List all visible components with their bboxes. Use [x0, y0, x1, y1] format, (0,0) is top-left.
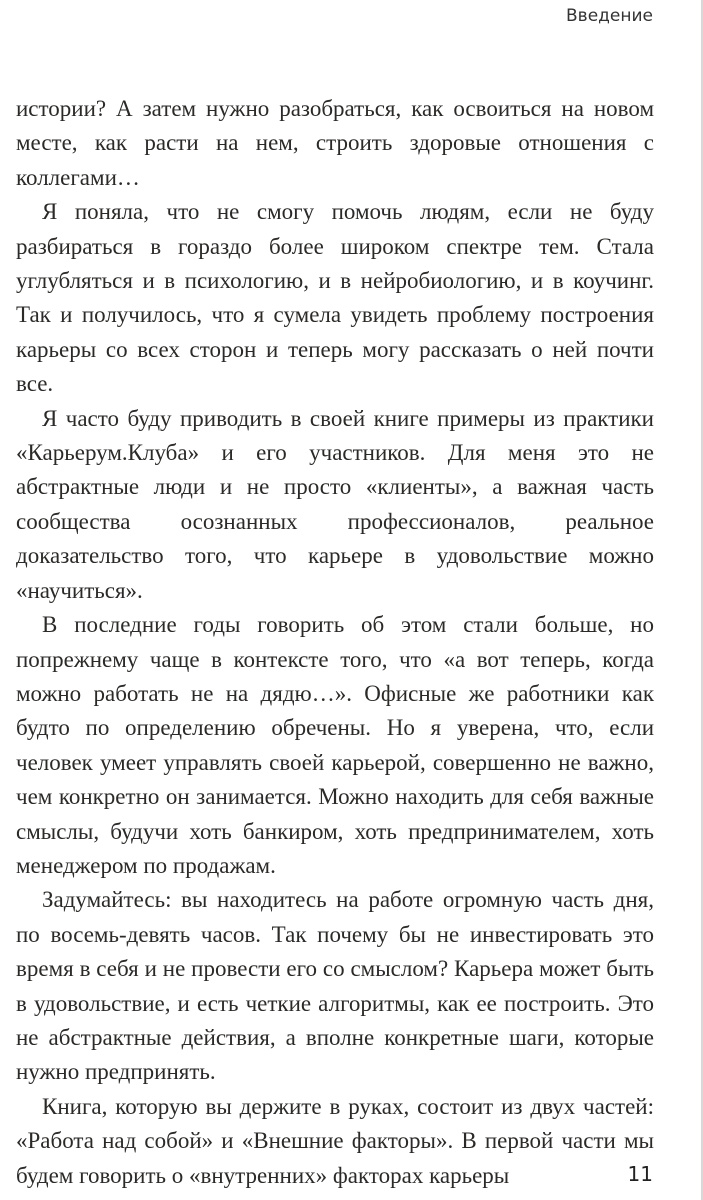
paragraph-4: В последние годы говорить об этом стали больше, но попрежнему чаще в контексте того, что «а вот теперь, когда можно работать не на дядю…». Офисные же работники как будто по определению обречены. Но я уверена, что, если человек умеет управлять своей карьерой, совершенно не важно, чем конкретно он занимается. Можно находить для себя важные смыслы, будучи хоть банкиром, хоть предпринимателем, хоть менеджером по продажам. — [16, 612, 654, 878]
paragraph-1: истории? А затем нужно разобраться, как освоиться на новом месте, как расти на нем, строить здоровые отношения с коллегами… — [16, 96, 654, 190]
body-text — [16, 92, 654, 1193]
paragraph-6: Книга, которую вы держите в руках, состоит из двух частей: «Работа над собой» и «Внешние факторы». В первой части мы будем говорить о «внутренних» факторах карьеры — [16, 1093, 654, 1188]
paragraph-2: Я поняла, что не смогу помочь людям, если не буду разбираться в гораздо более широком спектре тем. Стала углубляться и в психологию, и в нейробиологию, и в коучинг. Так и получилось, что я сумела увидеть проблему построения карьеры со всех сторон и теперь могу рассказать о ней почти все. — [16, 199, 654, 397]
paragraph-5: Задумайтесь: вы находитесь на работе огромную часть дня, по восемь-девять часов. Так почему бы не инвестировать это время в себя и не провести его со смыслом? Карьера может быть в удовольствие, и есть четкие алгоритмы, как ее построить. Это не абстрактные действия, а вполне конкретные шаги, которые нужно предпринять. — [16, 887, 654, 1085]
running-head: Введение — [566, 6, 653, 26]
paragraph-3: Я часто буду приводить в своей книге примеры из практики «Карьерум.Клуба» и его участников. Для меня это не абстрактные люди и не просто «клиенты», а важная часть сообщества осознанных профессионалов, реальное доказательство того, что карьере в удовольствие можно «научиться». — [16, 405, 654, 603]
page-number: 11 — [627, 1162, 653, 1186]
